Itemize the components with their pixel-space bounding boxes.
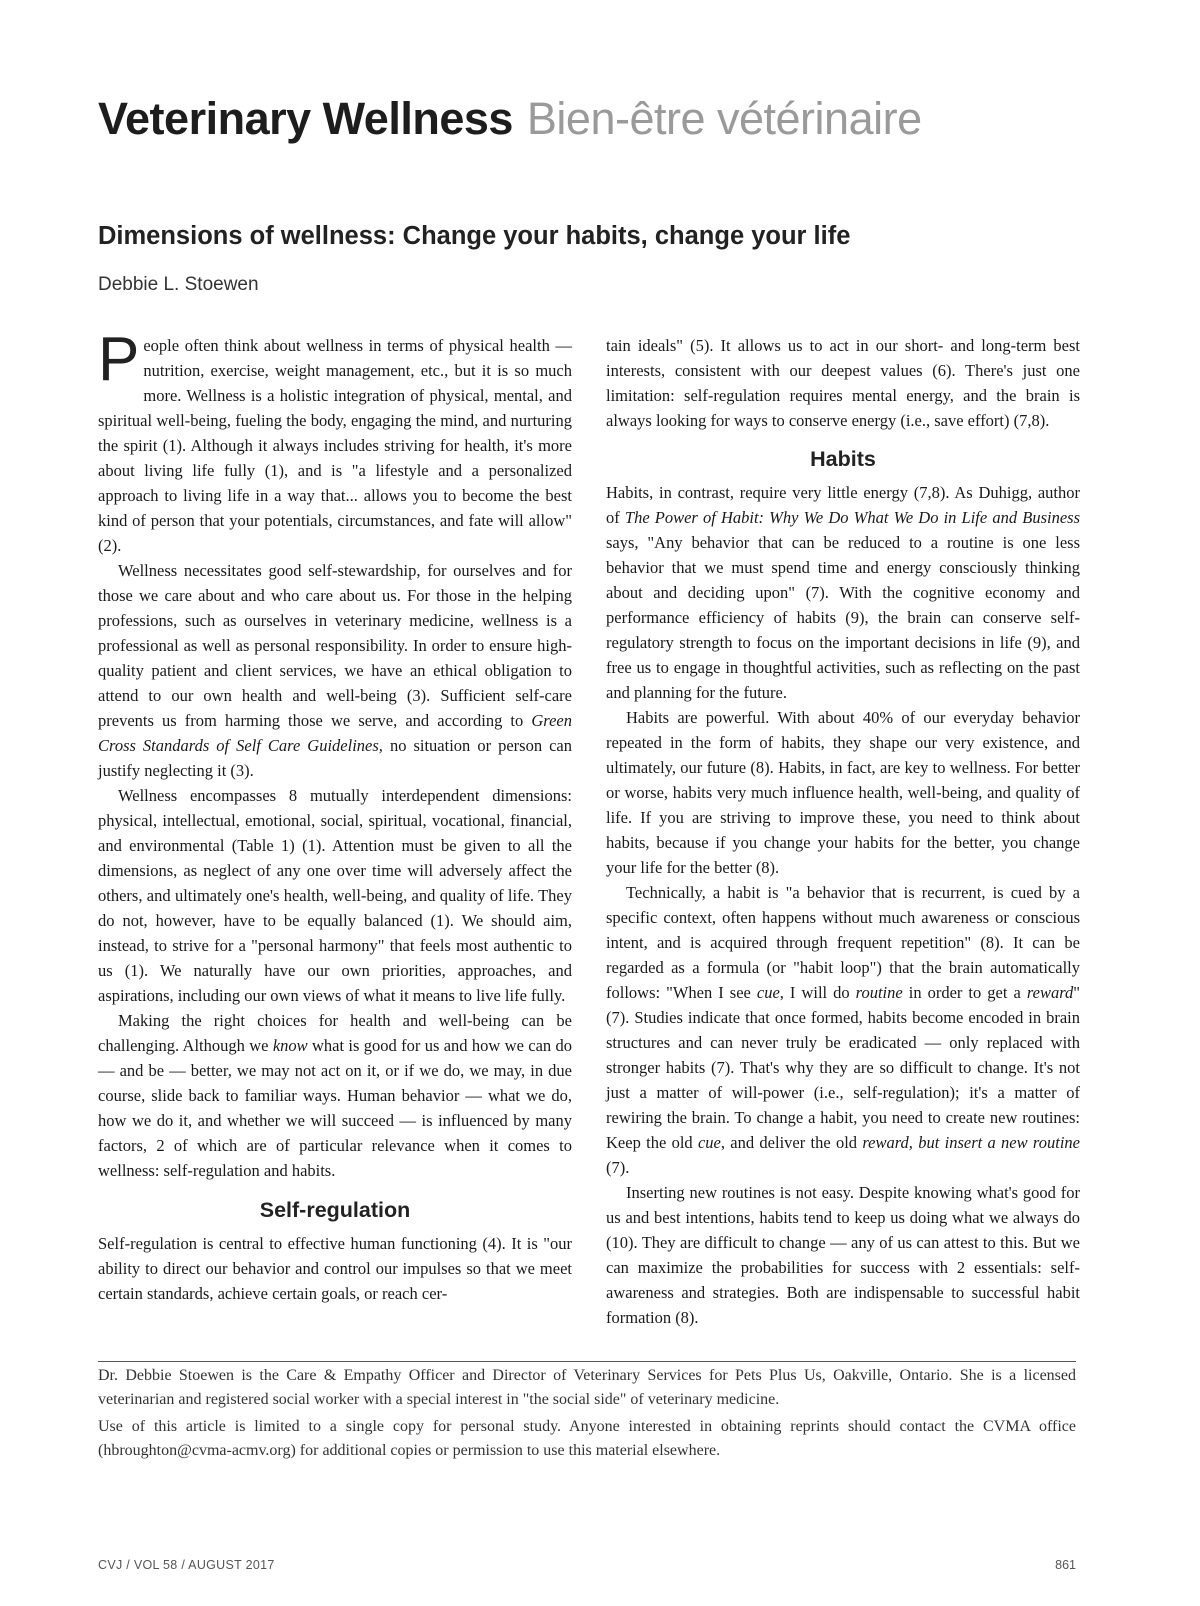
body-paragraph: Habits, in contrast, require very little energy (7,8). As Duhigg, author of The Power of Habit: Why We Do What We Do in Life and Business says, "Any behavior that can be reduced to a routine is one less behavior that we must spend time and energy consciously thinking about and deciding upon" (7). With the cognitive economy and performance efficiency of habits (9), the brain can conserve self-regulatory strength to focus on the important decisions in life (9), and free us to engage in thoughtful activities, such as reflecting on the past and planning for the future. <box>606 483 1080 702</box>
section-title-french: Bien-être vétérinaire <box>526 93 922 144</box>
body-paragraph: Technically, a habit is "a behavior that is recurrent, is cued by a specific context, often happens without much awareness or conscious intent, and is acquired through frequent repetition" (8). It can be regarded as a formula (or "habit loop") that the brain automatically follows: "When I see cue, I will do routine in order to get a reward" (7). Studies indicate that once formed, habits become encoded in brain structures and can never truly be eradicated — only replaced with stronger habits (7). That's why they are so difficult to change. It's not just a matter of will-power (i.e., self-regulation); it's a matter of rewiring the brain. To change a habit, you need to create new routines: Keep the old cue, and deliver the old reward, but insert a new routine (7). <box>606 883 1081 1177</box>
left-column <box>98 325 573 1306</box>
body-paragraph: Habits are powerful. With about 40% of our everyday behavior repeated in the form of habits, they shape our very existence, and ultimately, our future (8). Habits, in fact, are key to wellness. For better or worse, habits very much influence health, well-being, and quality of life. If you are striving to improve these, you need to think about habits, because if you change your habits for the better, you change your life for the better (8). <box>606 708 1080 877</box>
section-heading-habits: Habits <box>810 447 876 471</box>
footnote-divider <box>98 1361 1076 1362</box>
intro-paragraph: People often think about wellness in terms of physical health — nutrition, exercise, weight management, etc., but it is so much more. Wellness is a holistic integration of physical, mental, and spiritual well-being, fueling the body, engaging the mind, and nurturing the spirit (1). Although it always includes striving for health, it's more about living life fully (1), and is "a lifestyle and a personalized approach to living life in a way that... allows you to become the best kind of person that your potentials, circumstances, and fate will allow" (2). <box>98 325 572 555</box>
journal-footer: CVJ / VOL 58 / AUGUST 2017 <box>98 1558 275 1572</box>
author-bio-footnote: Dr. Debbie Stoewen is the Care & Empathy Officer and Director of Veterinary Services for Pets Plus Us, Oakville, Ontario. She is a licensed veterinarian and registered social worker with a special interest in "the social side" of veterinary medicine. <box>98 1367 1076 1408</box>
body-paragraph: Wellness encompasses 8 mutually interdependent dimensions: physical, intellectual, emotional, social, spiritual, vocational, financial, and environmental (Table 1) (1). Attention must be given to all the dimensions, as neglect of any one over time will adversely affect the others, and ultimately one's health, well-being, and quality of life. They do not, however, have to be equally balanced (1). We should aim, instead, to strive for a "personal harmony" that feels most authentic to us (1). We naturally have our own priorities, approaches, and aspirations, including our own views of what it means to live life fully. <box>98 786 572 1005</box>
body-paragraph: Making the right choices for health and well-being can be challenging. Although we know what is good for us and how we can do — and be — better, we may not act on it, or if we do, we may, in due course, slide back to familiar ways. Human behavior — what we do, how we do it, and whether we will succeed — is influenced by many factors, 2 of which are of particular relevance when it comes to wellness: self-regulation and habits. <box>98 1011 572 1180</box>
journal-section-title <box>98 93 922 144</box>
article-author: Debbie L. Stoewen <box>98 274 259 295</box>
section-heading-self-regulation: Self-regulation <box>259 1198 411 1222</box>
page-number: 861 <box>1055 1558 1076 1572</box>
drop-cap: P <box>98 325 140 394</box>
usage-footnote: Use of this article is limited to a single copy for personal study. Anyone interested in obtaining reprints should contact the CVMA office (hbroughton@cvma-acmv.org) for additional copies or permission to use this material elsewhere. <box>98 1418 1076 1459</box>
right-column <box>606 333 1080 1330</box>
italic-title: Green Cross Standards of Self Care Guidelines, <box>98 711 572 755</box>
italic-book-title: The Power of Habit: Why We Do What We Do in Life and Business <box>624 508 1080 527</box>
article-title: Dimensions of wellness: Change your habits, change your life <box>98 222 851 250</box>
body-paragraph: Wellness necessitates good self-stewardship, for ourselves and for those we care about and who care about us. For those in the helping professions, such as ourselves in veterinary medicine, wellness is a professional as well as personal responsibility. In order to ensure high-quality patient and client services, we have an ethical obligation to attend to our own health and well-being (3). Sufficient self-care prevents us from harming those we serve, and according to Green Cross Standards of Self Care Guidelines, no situation or person can justify neglecting it (3). <box>98 561 573 780</box>
section-title-english: Veterinary Wellness <box>98 93 513 144</box>
body-paragraph: Self-regulation is central to effective human functioning (4). It is "our ability to direct our behavior and control our impulses so that we meet certain standards, achieve certain goals, or reach cer- <box>98 1234 572 1303</box>
body-paragraph: tain ideals" (5). It allows us to act in our short- and long-term best interests, consistent with our deepest values (6). There's just one limitation: self-regulation requires mental energy, and the brain is always looking for ways to conserve energy (i.e., save effort) (7,8). <box>606 336 1080 430</box>
body-paragraph: Inserting new routines is not easy. Despite knowing what's good for us and best intentions, habits tend to keep us doing what we always do (10). They are difficult to change — any of us can attest to this. But we can maximize the probabilities for success with 2 essentials: self-awareness and strategies. Both are indispensable to successful habit formation (8). <box>606 1183 1080 1327</box>
